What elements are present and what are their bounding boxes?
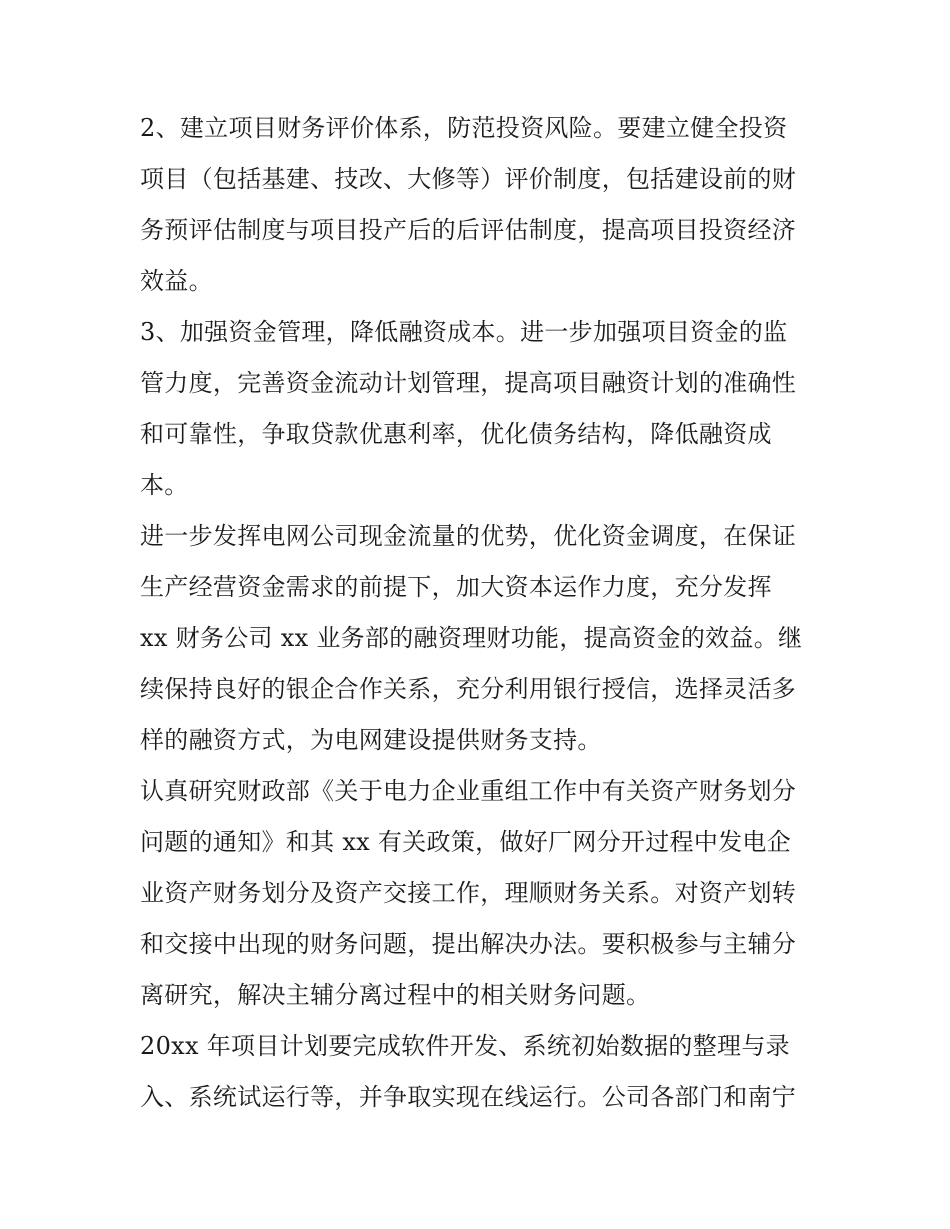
text-line: 生产经营资金需求的前提下，加大资本运作力度，充分发挥 bbox=[140, 573, 772, 601]
text-line: 离研究，解决主辅分离过程中的相关财务问题。 bbox=[140, 981, 651, 1009]
text-line: 业资产财务划分及资产交接工作，理顺财务关系。对资产划转 bbox=[140, 879, 797, 907]
text-line: 和可靠性，争取贷款优惠利率，优化债务结构，降低融资成 bbox=[140, 420, 772, 448]
text-line: 续保持良好的银企合作关系，充分利用银行授信，选择灵活多 bbox=[140, 675, 797, 703]
text-line: 进一步发挥电网公司现金流量的优势，优化资金调度，在保证 bbox=[140, 522, 797, 550]
text-line: 本。 bbox=[140, 471, 189, 499]
document-body bbox=[140, 103, 820, 1123]
text-line: 认真研究财政部《关于电力企业重组工作中有关资产财务划分 bbox=[140, 777, 797, 805]
text-line: 2、建立项目财务评价体系，防范投资风险。要建立健全投资 bbox=[140, 114, 788, 142]
text-line: 务预评估制度与项目投产后的后评估制度，提高项目投资经济 bbox=[140, 216, 797, 244]
text-line: 管力度，完善资金流动计划管理，提高项目融资计划的准确性 bbox=[140, 369, 797, 397]
text-line: 效益。 bbox=[140, 267, 213, 295]
text-line: 入、系统试运行等，并争取实现在线运行。公司各部门和南宁 bbox=[140, 1083, 797, 1111]
text-line: 问题的通知》和其 xx 有关政策，做好厂网分开过程中发电企 bbox=[140, 828, 792, 856]
text-line: 样的融资方式，为电网建设提供财务支持。 bbox=[140, 726, 602, 754]
text-line: 3、加强资金管理，降低融资成本。进一步加强项目资金的监 bbox=[140, 318, 788, 346]
text-line: 项目（包括基建、技改、大修等）评价制度，包括建设前的财 bbox=[140, 165, 797, 193]
text-line: 和交接中出现的财务问题，提出解决办法。要积极参与主辅分 bbox=[140, 930, 797, 958]
text-line: xx 财务公司 xx 业务部的融资理财功能，提高资金的效益。继 bbox=[140, 624, 803, 652]
text-line: 20xx 年项目计划要完成软件开发、系统初始数据的整理与录 bbox=[140, 1032, 790, 1060]
